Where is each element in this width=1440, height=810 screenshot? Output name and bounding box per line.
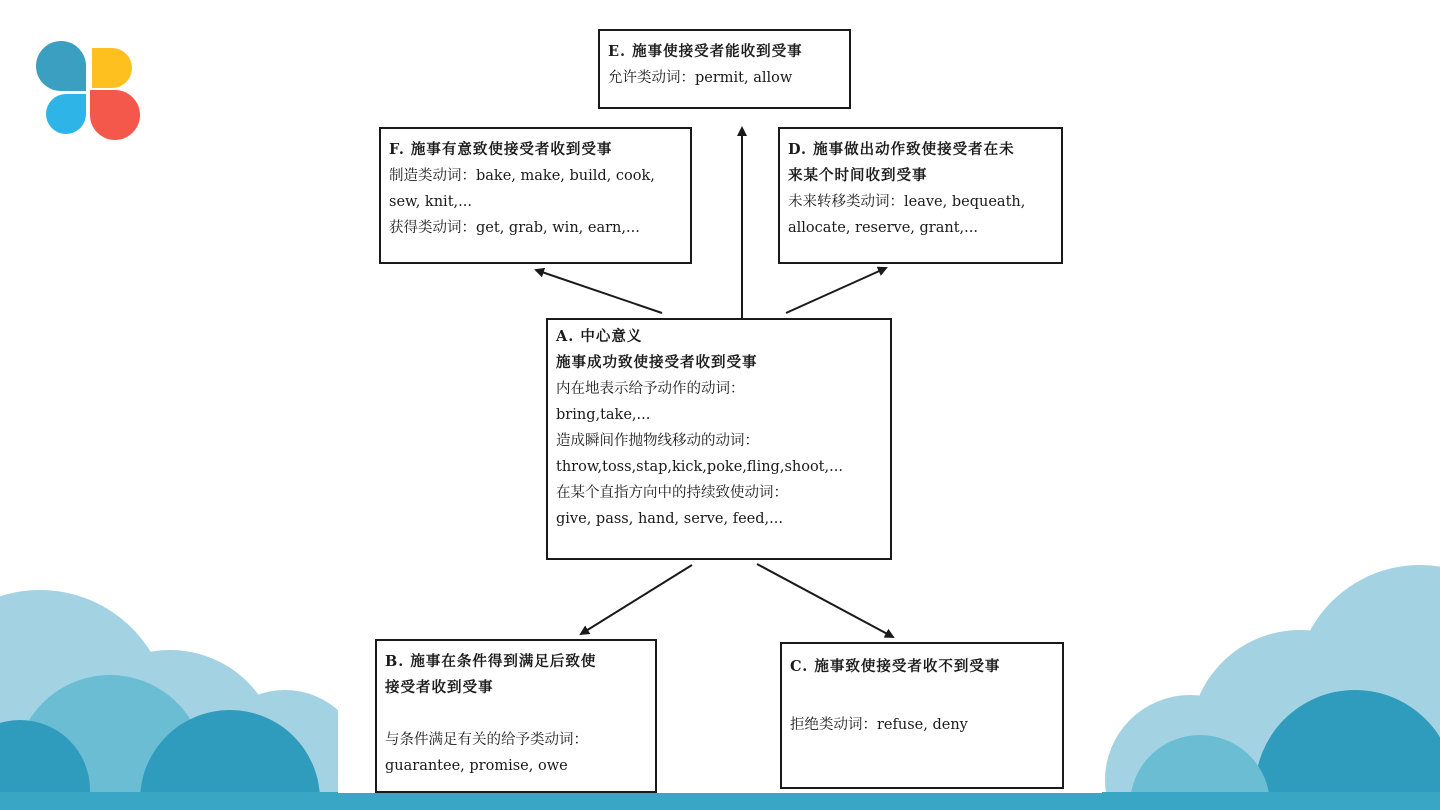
arrow-a-to-f bbox=[536, 270, 662, 313]
node-line: 拒绝类动词：refuse, deny bbox=[790, 717, 968, 733]
node-title: 接受者收到受事 bbox=[385, 679, 494, 696]
arrow-a-to-d bbox=[786, 268, 886, 313]
node-line: guarantee, promise, owe bbox=[385, 758, 568, 774]
node-e-enable bbox=[598, 29, 851, 109]
node-line: sew, knit,... bbox=[389, 194, 472, 210]
node-f-intend bbox=[379, 127, 692, 264]
node-a-central bbox=[546, 318, 892, 560]
node-line: allocate, reserve, grant,... bbox=[788, 220, 978, 236]
node-line: throw,toss,stap,kick,poke,fling,shoot,... bbox=[556, 459, 843, 475]
node-d-future bbox=[778, 127, 1063, 264]
node-c-deny bbox=[780, 642, 1064, 789]
node-title: C. 施事致使接受者收不到受事 bbox=[790, 658, 1001, 675]
node-title: F. 施事有意致使接受者收到受事 bbox=[389, 141, 613, 158]
node-line: 未来转移类动词：leave, bequeath, bbox=[788, 194, 1026, 210]
node-title: 来某个时间收到受事 bbox=[788, 167, 928, 184]
node-line: 在某个直指方向中的持续致使动词： bbox=[556, 485, 788, 501]
node-title: 施事成功致使接受者收到受事 bbox=[556, 354, 758, 371]
node-spacer bbox=[385, 701, 647, 727]
node-spacer bbox=[790, 682, 1054, 710]
arrow-a-to-c bbox=[757, 564, 893, 637]
node-line: bring,take,... bbox=[556, 407, 651, 423]
node-b-condition bbox=[375, 639, 657, 793]
node-line: 造成瞬间作抛物线移动的动词： bbox=[556, 433, 759, 449]
node-title: A. 中心意义 bbox=[556, 328, 643, 345]
node-line: 允许类动词：permit, allow bbox=[608, 70, 793, 86]
node-line: give, pass, hand, serve, feed,... bbox=[556, 511, 783, 527]
node-title: D. 施事做出动作致使接受者在未 bbox=[788, 141, 1015, 158]
node-title: B. 施事在条件得到满足后致使 bbox=[385, 653, 597, 670]
node-line: 与条件满足有关的给予类动词： bbox=[385, 732, 588, 748]
node-title: E. 施事使接受者能收到受事 bbox=[608, 43, 803, 60]
node-line: 制造类动词：bake, make, build, cook, bbox=[389, 168, 655, 184]
node-line: 内在地表示给予动作的动词： bbox=[556, 381, 745, 397]
arrow-a-to-b bbox=[581, 565, 692, 634]
node-line: 获得类动词：get, grab, win, earn,... bbox=[389, 220, 640, 236]
